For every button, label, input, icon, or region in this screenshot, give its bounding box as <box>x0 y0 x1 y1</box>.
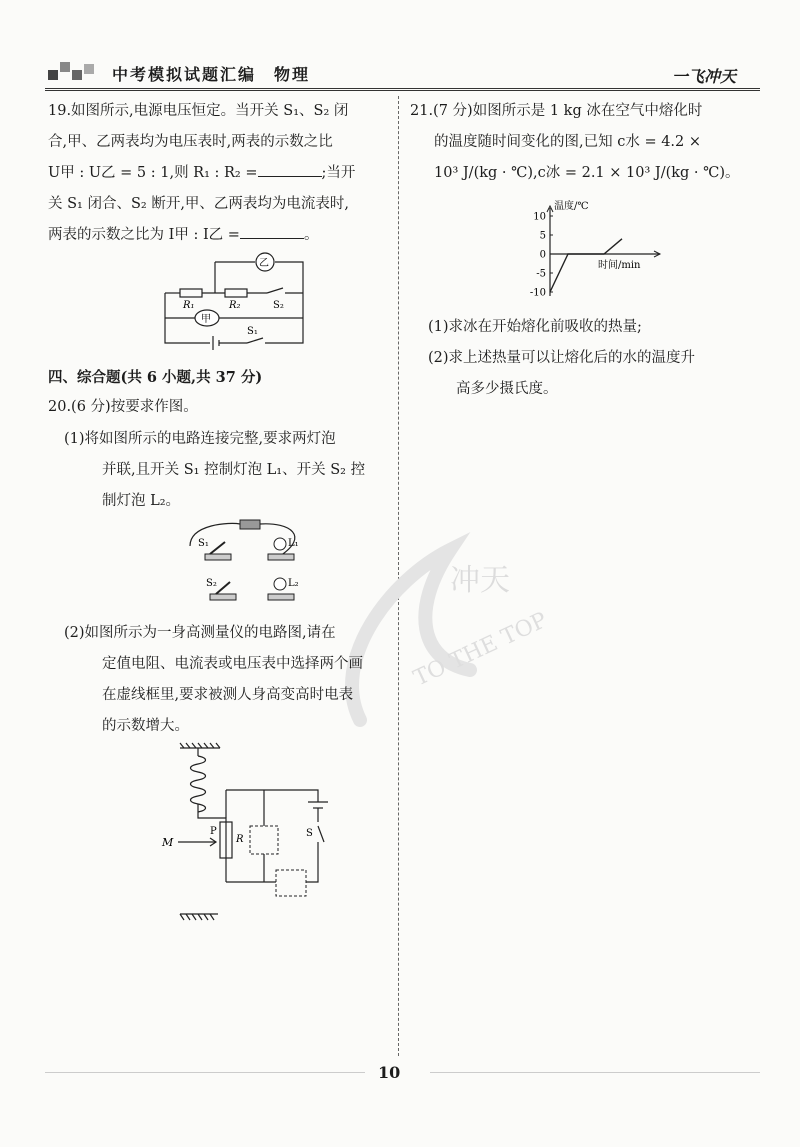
q19-circuit <box>155 248 315 358</box>
q20-p2-figure <box>158 742 338 922</box>
header-brand: 一飞冲天 <box>672 67 737 86</box>
chart-xlabel: 时间/min <box>598 260 641 271</box>
chart-y-tick-label: 5 <box>539 230 546 242</box>
q19-label-r1: R₁ <box>183 300 195 311</box>
q19-blank1[interactable] <box>258 162 322 177</box>
q20-p2-line3: 在虚线框里,要求被测人身高变高时电表 <box>102 687 354 703</box>
footer-rule-right <box>430 1072 760 1073</box>
q19-label-s1: S₁ <box>247 326 258 337</box>
q19-meter-b: 乙 <box>259 258 269 269</box>
q20-label-s: S <box>306 828 313 839</box>
q20-p1-figure <box>180 516 320 608</box>
watermark-chinese: 冲天 <box>450 563 510 598</box>
q20-p1-line2: 并联,且开关 S₁ 控制灯泡 L₁、开关 S₂ 控 <box>102 462 366 478</box>
q19-line5a: 两表的示数之比为 I甲 : I乙 = <box>48 227 240 243</box>
q20-label-m: M <box>162 836 174 849</box>
q21-q1: (1)求冰在开始熔化前吸收的热量; <box>428 319 642 335</box>
q19-line5b: 。 <box>303 227 319 243</box>
q19-meter-a: 甲 <box>201 314 211 325</box>
q19-line1: 19.如图所示,电源电压恒定。当开关 S₁、S₂ 闭 <box>48 103 349 119</box>
chart-y-tick-label: -5 <box>536 268 546 280</box>
section4-title: 四、综合题(共 6 小题,共 37 分) <box>48 369 263 386</box>
page-number: 10 <box>378 1063 401 1082</box>
chart-ylabel: 温度/℃ <box>554 201 589 212</box>
q20-p2-line2: 定值电阻、电流表或电压表中选择两个画 <box>102 656 363 672</box>
q19-line3a: U甲 : U乙 = 5 : 1,则 R₁ : R₂ = <box>48 165 258 181</box>
q21-q2b: 高多少摄氏度。 <box>456 381 558 397</box>
q21-line2: 的温度随时间变化的图,已知 c水 = 4.2 × <box>434 134 702 150</box>
q19-label-r2: R₂ <box>229 300 241 311</box>
q21-temperature-chart <box>520 196 690 306</box>
q20-label-s1: S₁ <box>198 538 209 549</box>
q19-label-s2: S₂ <box>273 300 284 311</box>
chart-y-tick-label: 0 <box>539 249 546 261</box>
chart-y-tick-label: 10 <box>533 211 546 223</box>
q20-label-l2: L₂ <box>288 578 299 589</box>
q20-label-p: P <box>210 826 217 837</box>
q20-p2-line1: (2)如图所示为一身高测量仪的电路图,请在 <box>64 625 336 641</box>
header-title: 中考模拟试题汇编 物理 <box>112 65 311 84</box>
q19-line3b: ;当开 <box>321 165 356 181</box>
q21-q2a: (2)求上述热量可以让熔化后的水的温度升 <box>428 350 696 366</box>
q20-label-r: R <box>236 834 244 845</box>
q20-label-s2: S₂ <box>206 578 217 589</box>
header-logo-blocks <box>48 58 104 86</box>
q21-line3: 10³ J/(kg · ℃),c冰 = 2.1 × 10³ J/(kg · ℃)。 <box>434 165 740 181</box>
q20-p2-line4: 的示数增大。 <box>102 718 189 734</box>
header-rule <box>45 88 760 91</box>
q20-label-l1: L₁ <box>288 538 299 549</box>
q21-line1: 21.(7 分)如图所示是 1 kg 冰在空气中熔化时 <box>410 103 703 119</box>
q20-title: 20.(6 分)按要求作图。 <box>48 399 198 415</box>
footer-rule-left <box>45 1072 365 1073</box>
watermark-english: TO THE TOP <box>409 607 552 692</box>
q19-blank2[interactable] <box>240 224 304 239</box>
q19-line2: 合,甲、乙两表均为电压表时,两表的示数之比 <box>48 134 333 150</box>
q19-line4: 关 S₁ 闭合、S₂ 断开,甲、乙两表均为电流表时, <box>48 196 350 212</box>
q20-p1-line1: (1)将如图所示的电路连接完整,要求两灯泡 <box>64 431 336 447</box>
q20-p1-line3: 制灯泡 L₂。 <box>102 493 181 509</box>
chart-y-tick-label: -10 <box>529 287 546 299</box>
